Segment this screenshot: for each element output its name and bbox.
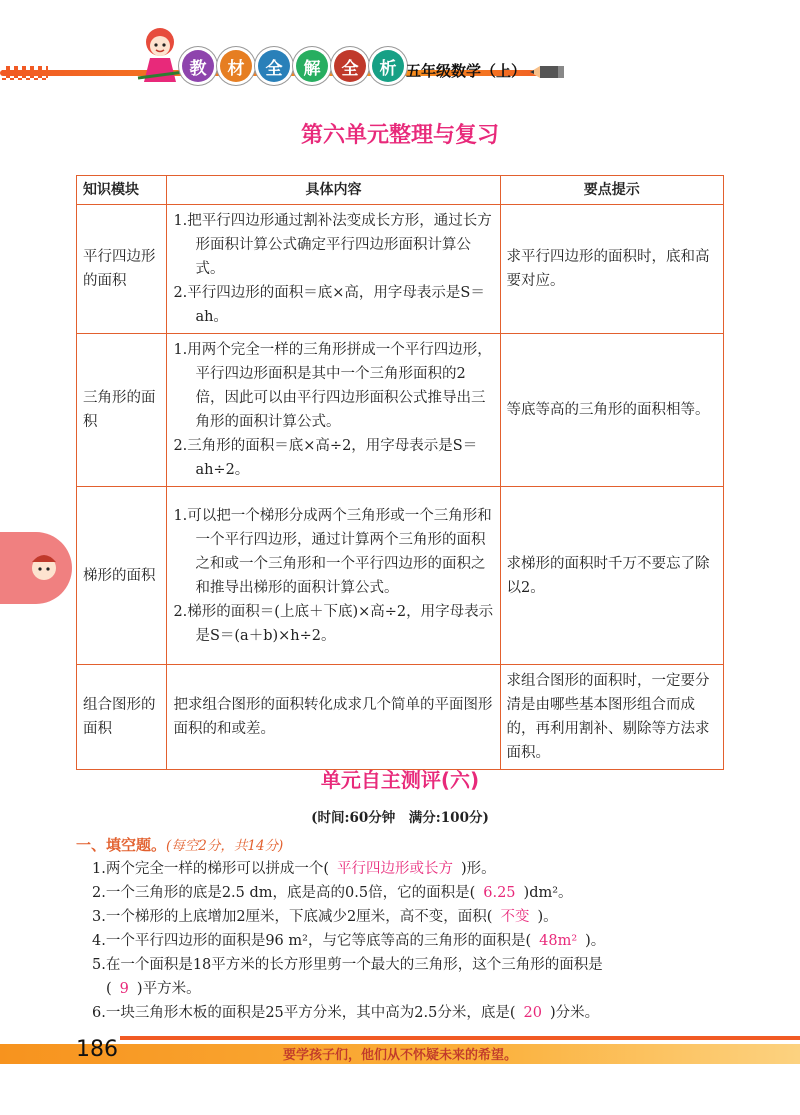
series-char: 教: [182, 50, 214, 82]
series-title: [182, 50, 404, 82]
module-cell: 梯形的面积: [77, 487, 167, 665]
question-item: [92, 1002, 732, 1024]
content-item: 2.梯形的面积＝(上底＋下底)×高÷2，用字母表示是S＝(a＋b)×h÷2。: [173, 603, 494, 644]
table-row: [77, 665, 724, 770]
question-text: (: [106, 981, 112, 997]
question-text: )形。: [461, 861, 496, 877]
page-number: 186: [76, 1036, 118, 1062]
question-list: [92, 858, 732, 1026]
question-item: [92, 858, 732, 880]
page-header: [0, 0, 800, 110]
tip-cell: 求平行四边形的面积时，底和高要对应。: [500, 205, 723, 334]
module-cell: 组合图形的面积: [77, 665, 167, 770]
answer: 9: [119, 981, 129, 997]
content-cell: [167, 665, 500, 770]
part-note: (每空2分，共14分): [166, 838, 284, 854]
content-item: 把求组合图形的面积转化成求几个简单的平面图形面积的和或差。: [173, 697, 493, 737]
question-text: )分米。: [549, 1005, 600, 1021]
question-text: 4.一个平行四边形的面积是96 m²，与它等底等高的三角形的面积是(: [92, 933, 532, 949]
review-title: 第六单元整理与复习: [300, 123, 499, 148]
content-cell: [167, 205, 500, 334]
table-row: [77, 487, 724, 665]
column-header: 具体内容: [167, 176, 500, 205]
table-row: [77, 205, 724, 334]
series-char: 全: [334, 50, 366, 82]
series-char: 全: [258, 50, 290, 82]
question-text: 1.两个完全一样的梯形可以拼成一个(: [92, 861, 329, 877]
content-cell: [167, 334, 500, 487]
table-header-row: [77, 176, 724, 205]
content-item: 2.三角形的面积＝底×高÷2，用字母表示是S＝ah÷2。: [173, 438, 478, 478]
content-item: 1.用两个完全一样的三角形拼成一个平行四边形，平行四边形面积是其中一个三角形面积的2倍，因此可以由平行四边形面积公式推导出三角形的面积计算公式。: [173, 342, 492, 430]
footer-rule: [120, 1036, 800, 1040]
question-item: [92, 930, 732, 952]
series-char: 解: [296, 50, 328, 82]
answer: 平行四边形或长方: [337, 861, 453, 877]
pencil-icon: [530, 64, 564, 80]
content-item: 2.平行四边形的面积＝底×高，用字母表示是S＝ah。: [173, 285, 485, 325]
question-item: [92, 906, 732, 928]
question-text: 2.一个三角形的底是2.5 dm，底是高的0.5倍，它的面积是(: [92, 885, 476, 901]
series-char: 析: [372, 50, 404, 82]
answer: 不变: [500, 909, 530, 925]
content-item: 1.可以把一个梯形分成两个三角形或一个三角形和一个平行四边形，通过计算两个三角形的面积之和或一个三角形和一个平行四边形的面积之和推导出梯形的面积计算公式。: [173, 507, 492, 596]
content-item: 1.把平行四边形通过割补法变成长方形，通过长方形面积计算公式确定平行四边形面积计算公式。: [173, 213, 492, 277]
mascot-girl-icon: [130, 20, 190, 90]
part-heading: [76, 834, 283, 855]
column-header: 知识模块: [77, 176, 167, 205]
answer: 6.25: [483, 885, 516, 901]
answer: 48m²: [539, 933, 578, 949]
part-number: 一、填空题。: [76, 836, 167, 854]
tip-cell: 求组合图形的面积时，一定要分清是由哪些基本图形组合而成的，再利用割补、剔除等方法求面积。: [500, 665, 723, 770]
series-char: 材: [220, 50, 252, 82]
column-header: 要点提示: [500, 176, 723, 205]
grade-label: 五年级数学（上）: [406, 62, 527, 80]
question-text: )。: [585, 933, 606, 949]
question-item: [92, 954, 732, 976]
table-row: [77, 334, 724, 487]
tip-cell: 等底等高的三角形的面积相等。: [500, 334, 723, 487]
answer: 20: [523, 1005, 542, 1021]
question-item: [92, 882, 732, 904]
question-text: 6.一块三角形木板的面积是25平方分米，其中高为2.5分米，底是(: [92, 1005, 516, 1021]
module-cell: 平行四边形的面积: [77, 205, 167, 334]
footer-motto: 要学孩子们，他们从不怀疑未来的希望。: [282, 1048, 517, 1063]
question-text: )。: [537, 909, 558, 925]
question-text: 3.一个梯形的上底增加2厘米，下底减少2厘米，高不变，面积(: [92, 909, 493, 925]
content-cell: [167, 487, 500, 665]
question-text: )平方米。: [136, 981, 201, 997]
question-item: [92, 978, 732, 1000]
test-title: 单元自主测评(六): [320, 768, 480, 792]
time-info: (时间:60分钟 满分:100分): [311, 810, 489, 826]
question-text: )dm²。: [523, 885, 573, 901]
module-cell: 三角形的面积: [77, 334, 167, 487]
side-tab-mascot-icon: [0, 532, 72, 604]
review-table: [76, 175, 724, 770]
tip-cell: 求梯形的面积时千万不要忘了除以2。: [500, 487, 723, 665]
page-footer: [0, 1032, 800, 1115]
question-text: 5.在一个面积是18平方米的长方形里剪一个最大的三角形，这个三角形的面积是: [92, 957, 603, 973]
